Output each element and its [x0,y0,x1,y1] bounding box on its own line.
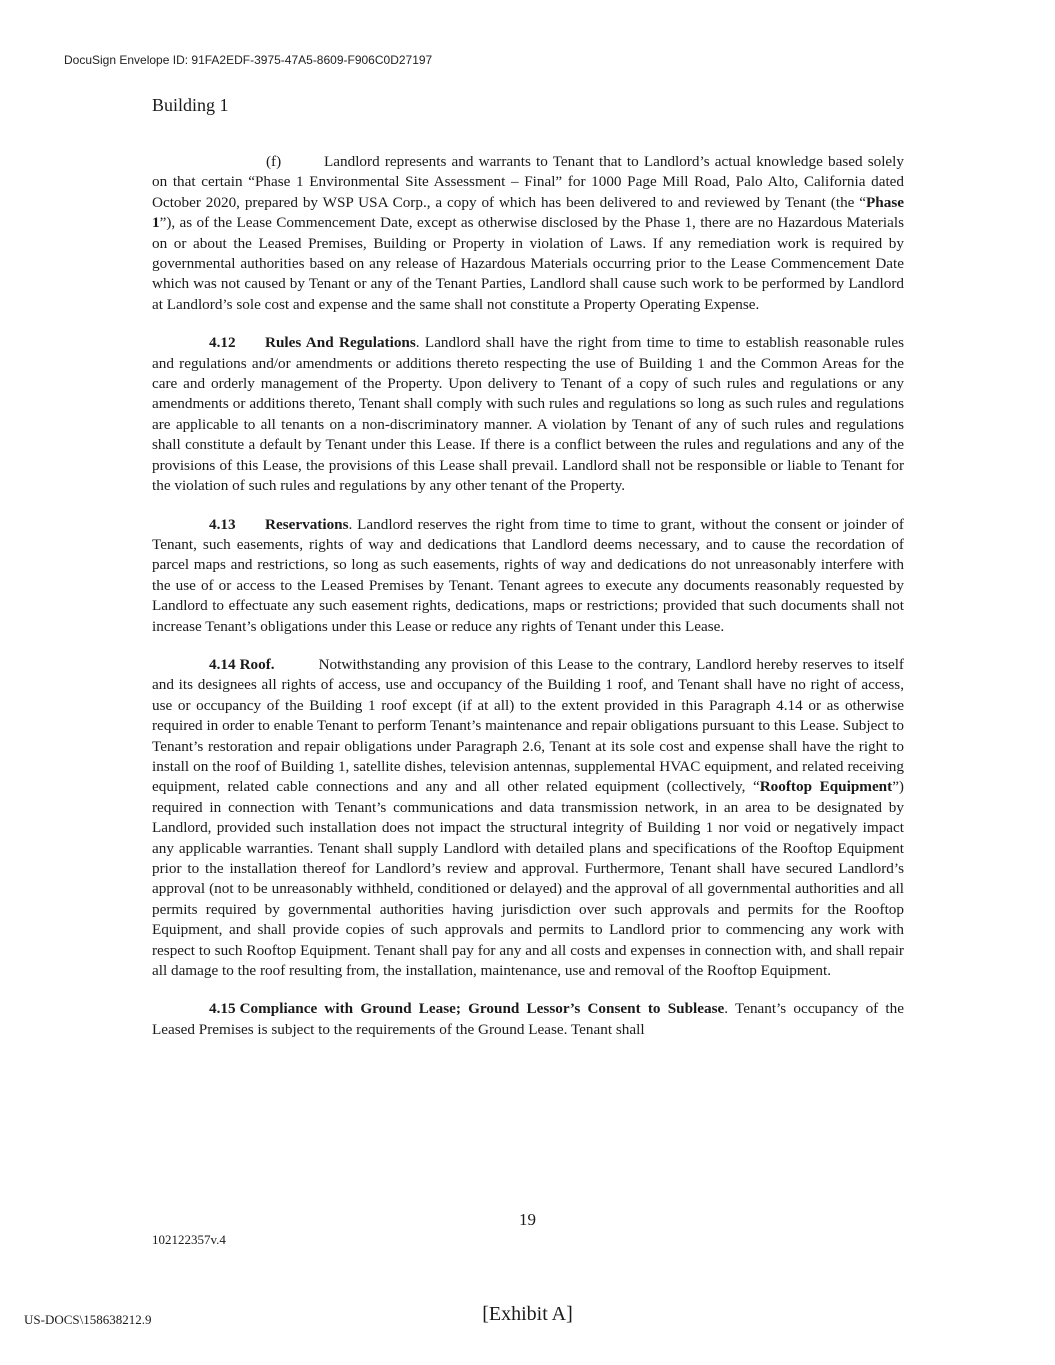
document-id: US-DOCS\158638212.9 [24,1312,152,1327]
section-4-12 [152,333,904,496]
section-4-13-text: . Landlord reserves the right from time to time to grant, without the consent or joinder of Tenant, such easements, rights of way and dedications that Landlord deems necessary, and to cause the recordation of parcel maps and restrictions, so long as such easements, rights of way and dedications do not unreasonably interfere with the use of or access to the Leased Premises by Tenant. Tenant agrees to execute any documents reasonably requested by Landlord to effectuate any such easement rights, dedications, maps or restrictions; provided that such documents shall not increase Tenant’s obligations under this Lease or reduce any rights of Tenant under this Lease. [152,515,904,635]
paragraph-f-text-2: ”), as of the Lease Commencement Date, except as otherwise disclosed by the Phase 1, there are no Hazardous Materials on or about the Leased Premises, Building or Property in violation of Laws. If any remediation work is required by governmental authorities based on any release of Hazardous Materials occurring prior to the Lease Commencement Date which was not caused by Tenant or any of the Tenant Parties, Landlord shall cause such work to be performed by Landlord at Landlord’s sole cost and expense and the same shall not constitute a Property Operating Expense. [152,214,904,313]
document-body [152,152,904,1058]
docusign-envelope-id: DocuSign Envelope ID: 91FA2EDF-3975-47A5-8609-F906C0D27197 [64,53,433,67]
paragraph-f [152,152,904,315]
exhibit-label: [Exhibit A] [482,1303,573,1325]
section-4-13-number: 4.13 [209,515,236,533]
page-number: 19 [519,1210,536,1229]
building-heading: Building 1 [152,95,229,115]
defined-term-rooftop-equipment: Rooftop Equipment [759,778,893,796]
section-4-15-number: 4.15 [209,1000,236,1018]
defined-term-phase-1: Phase 1 [152,193,904,232]
section-4-13-title: Reservations [265,515,349,533]
section-4-14-title: Roof [239,655,271,673]
section-4-12-text: . Landlord shall have the right from time to time to establish reasonable rules and regulations and/or amendments or additions thereto respecting the use of Building 1 and the Common Areas for the care and orderly management of the Property. Upon delivery to Tenant of a copy of such rules and regulations or any amendments or additions thereto, Tenant shall comply with such rules and regulations so long as such rules and regulations are applicable to all tenants on a non-discriminatory manner. A violation by Tenant of any of such rules and regulations shall constitute a default by Tenant under this Lease. If there is a conflict between the rules and regulations and any of the provisions of this Lease, the provisions of this Lease shall prevail. Landlord shall not be responsible or liable to Tenant for the violation of such rules and regulations by any other tenant of the Property. [152,334,904,495]
section-4-14-number: 4.14 [209,655,236,673]
document-version: 102122357v.4 [152,1232,226,1247]
section-4-14-text-1: Notwithstanding any provision of this Lease to the contrary, Landlord hereby reserves to itself and its designees all rights of access, use and occupancy of the Building 1 roof, and Tenant shall have no right of access, use or occupancy of the Building 1 roof except (if at all) to the extent provided in this Paragraph 4.14 or as otherwise required in order to enable Tenant to perform Tenant’s maintenance and repair obligations pursuant to this Lease. Subject to Tenant’s restoration and repair obligations under Paragraph 2.6, Tenant at its sole cost and expense shall have the right to install on the roof of Building 1, satellite dishes, television antennas, supplemental HVAC equipment, and related receiving equipment, related cable connections and any and all other related equipment (collectively, “ [152,655,904,796]
section-4-14-text-2: ”) required in connection with Tenant’s communications and data transmission network, in an area to be designated by Landlord, provided such installation does not impact the structural integrity of Building 1 nor void or negatively impact any applicable warranties. Tenant shall supply Landlord with detailed plans and specifications of the Rooftop Equipment prior to the installation thereof for Landlord’s review and approval. Furthermore, Tenant shall have secured Landlord’s approval (not to be unreasonably withheld, conditioned or delayed) and the approval of all governmental authorities and all permits required by governmental authorities having jurisdiction over such approvals and permits for the Rooftop Equipment, and shall provide copies of such approvals and permits to Landlord prior to commencing any work with respect to such Rooftop Equipment. Tenant shall pay for any and all costs and expenses in connection with, and shall repair all damage to the roof resulting from, the installation, maintenance, use and removal of the Rooftop Equipment. [152,778,904,980]
paragraph-f-text-1: Landlord represents and warrants to Tenant that to Landlord’s actual knowledge based solely on that certain “Phase 1 Environmental Site Assessment – Final” for 1000 Page Mill Road, Palo Alto, California dated October 2020, prepared by WSP USA Corp., a copy of which has been delivered to and reviewed by Tenant (the “ [152,153,904,211]
section-4-12-title: Rules And Regulations [265,334,416,352]
section-4-15-text: . Tenant’s occupancy of the Leased Premises is subject to the requirements of the Ground Lease. Tenant shall [152,1000,904,1038]
section-4-12-number: 4.12 [209,334,236,352]
paragraph-f-label: (f) [266,153,282,170]
section-4-15-title: Compliance with Ground Lease; Ground Lessor’s Consent to Sublease [239,1000,725,1018]
section-4-15 [152,999,904,1040]
section-4-13 [152,515,904,637]
section-4-14: 4.14 Roof. Notwithstanding any provision of this Lease to the contrary, Landlord hereby reserves to itself and its designees all rights of access, use and occupancy of the Building 1 roof, and Tenant shall have no right of access, use or occupancy of the Building 1 roof except (if at all) to the extent provided in this Paragraph 4.14 or as otherwise required in order to enable Tenant to perform Tenant’s maintenance and repair obligations pursuant to this Lease. Subject to Tenant’s restoration and repair obligations under Paragraph 2.6, Tenant at its sole cost and expense shall have the right to install on the roof of Building 1, satellite dishes, television antennas, supplemental HVAC equipment, and related receiving equipment, related cable connections and any and all other related equipment (collectively, “Rooftop Equipment”) required in connection with Tenant’s communications and data transmission network, in an area to be designated by Landlord, provided such installation does not impact the structural integrity of Building 1 nor void or negatively impact any applicable warranties. Tenant shall supply Landlord with detailed plans and specifications of the Rooftop Equipment prior to the installation thereof for Landlord’s review and approval. Furthermore, Tenant shall have secured Landlord’s approval (not to be unreasonably withheld, conditioned or delayed) and the approval of all governmental authorities and all permits required by governmental authorities having jurisdiction over such approvals and permits for the Rooftop Equipment, and shall provide copies of such approvals and permits to Landlord prior to commencing any work with respect to such Rooftop Equipment. Tenant shall pay for any and all costs and expenses in connection with, and shall repair all damage to the roof resulting from, the installation, maintenance, use and removal of the Rooftop Equipment. [152,655,904,980]
